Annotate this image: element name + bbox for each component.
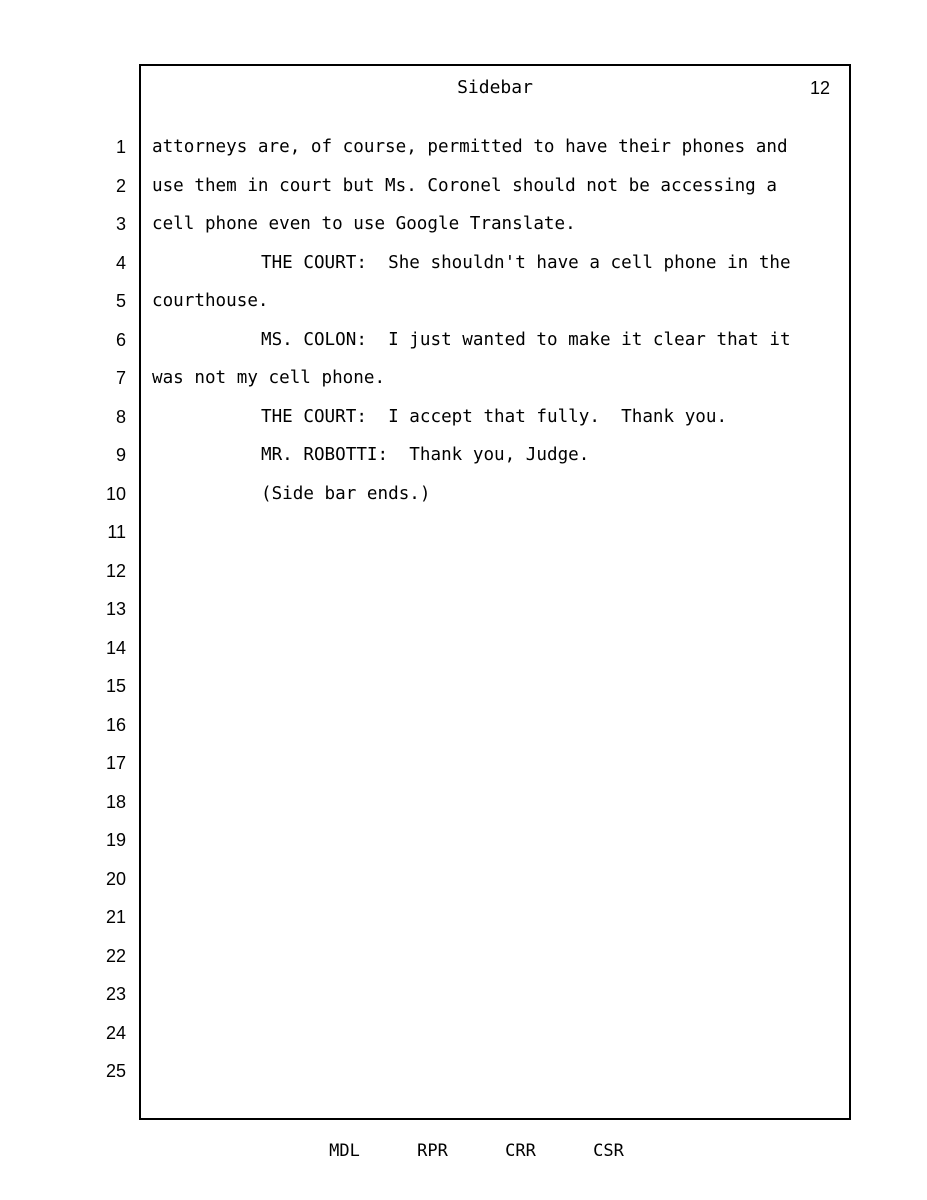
transcript-line: MS. COLON: I just wanted to make it clear that it [261,329,791,350]
line-number: 11 [107,522,126,542]
transcript-line: courthouse. [152,291,269,311]
line-number: 2 [115,175,126,196]
transcript-line [152,981,842,1020]
line-number: 12 [105,560,126,581]
line-number: 15 [105,676,126,696]
line-number: 17 [105,753,126,773]
transcript-line: MR. ROBOTTI: Thank you, Judge. [261,445,590,465]
reporter-credentials [0,1140,927,1162]
transcript-line: THE COURT: I accept that fully. Thank you. [261,406,728,427]
line-number: 5 [115,291,126,311]
line-number: 16 [105,714,126,735]
line-number: 1 [115,137,126,157]
transcript-line: attorneys are, of course, permitted to have their phones and [152,137,788,157]
line-number: 22 [105,945,126,966]
line-number: 6 [115,329,126,350]
line-number: 20 [105,868,126,889]
transcript-line [152,635,842,674]
page-header-title: Sidebar [457,77,533,98]
transcript-line [152,866,842,905]
transcript-line [152,1058,842,1097]
transcript-line [152,558,842,597]
transcript-line [152,750,842,789]
transcript-text [152,134,842,1097]
line-number: 3 [115,214,126,234]
transcript-line [152,596,842,635]
line-number: 13 [105,599,126,619]
line-number: 4 [115,252,126,273]
line-number: 21 [105,907,126,927]
line-number: 24 [105,1022,126,1043]
credential-crr: CRR [505,1141,536,1161]
credential-csr: CSR [593,1141,624,1161]
line-number: 8 [115,406,126,427]
line-number: 14 [105,637,126,658]
transcript-line [152,519,842,558]
line-number-column [82,134,126,1097]
transcript-line [152,673,842,712]
line-number: 18 [105,791,126,812]
line-number: 10 [105,483,126,504]
transcript-line: use them in court but Ms. Coronel should not be accessing a [152,175,777,196]
credential-mdl: MDL [329,1141,360,1161]
line-number: 25 [105,1061,126,1081]
transcript-line [152,943,842,982]
transcript-line [152,904,842,943]
transcript-line [152,827,842,866]
transcript-line [152,712,842,751]
transcript-line [152,789,842,828]
transcript-line: was not my cell phone. [152,368,386,388]
transcript-line: cell phone even to use Google Translate. [152,214,576,234]
transcript-line [152,1020,842,1059]
transcript-line: (Side bar ends.) [261,483,431,504]
line-number: 19 [105,830,126,850]
credential-rpr: RPR [417,1141,448,1161]
transcript-line: THE COURT: She shouldn't have a cell phone in the [261,252,791,273]
page-number: 12 [809,78,830,98]
line-number: 7 [115,368,126,388]
line-number: 23 [105,984,126,1004]
line-number: 9 [115,445,126,465]
